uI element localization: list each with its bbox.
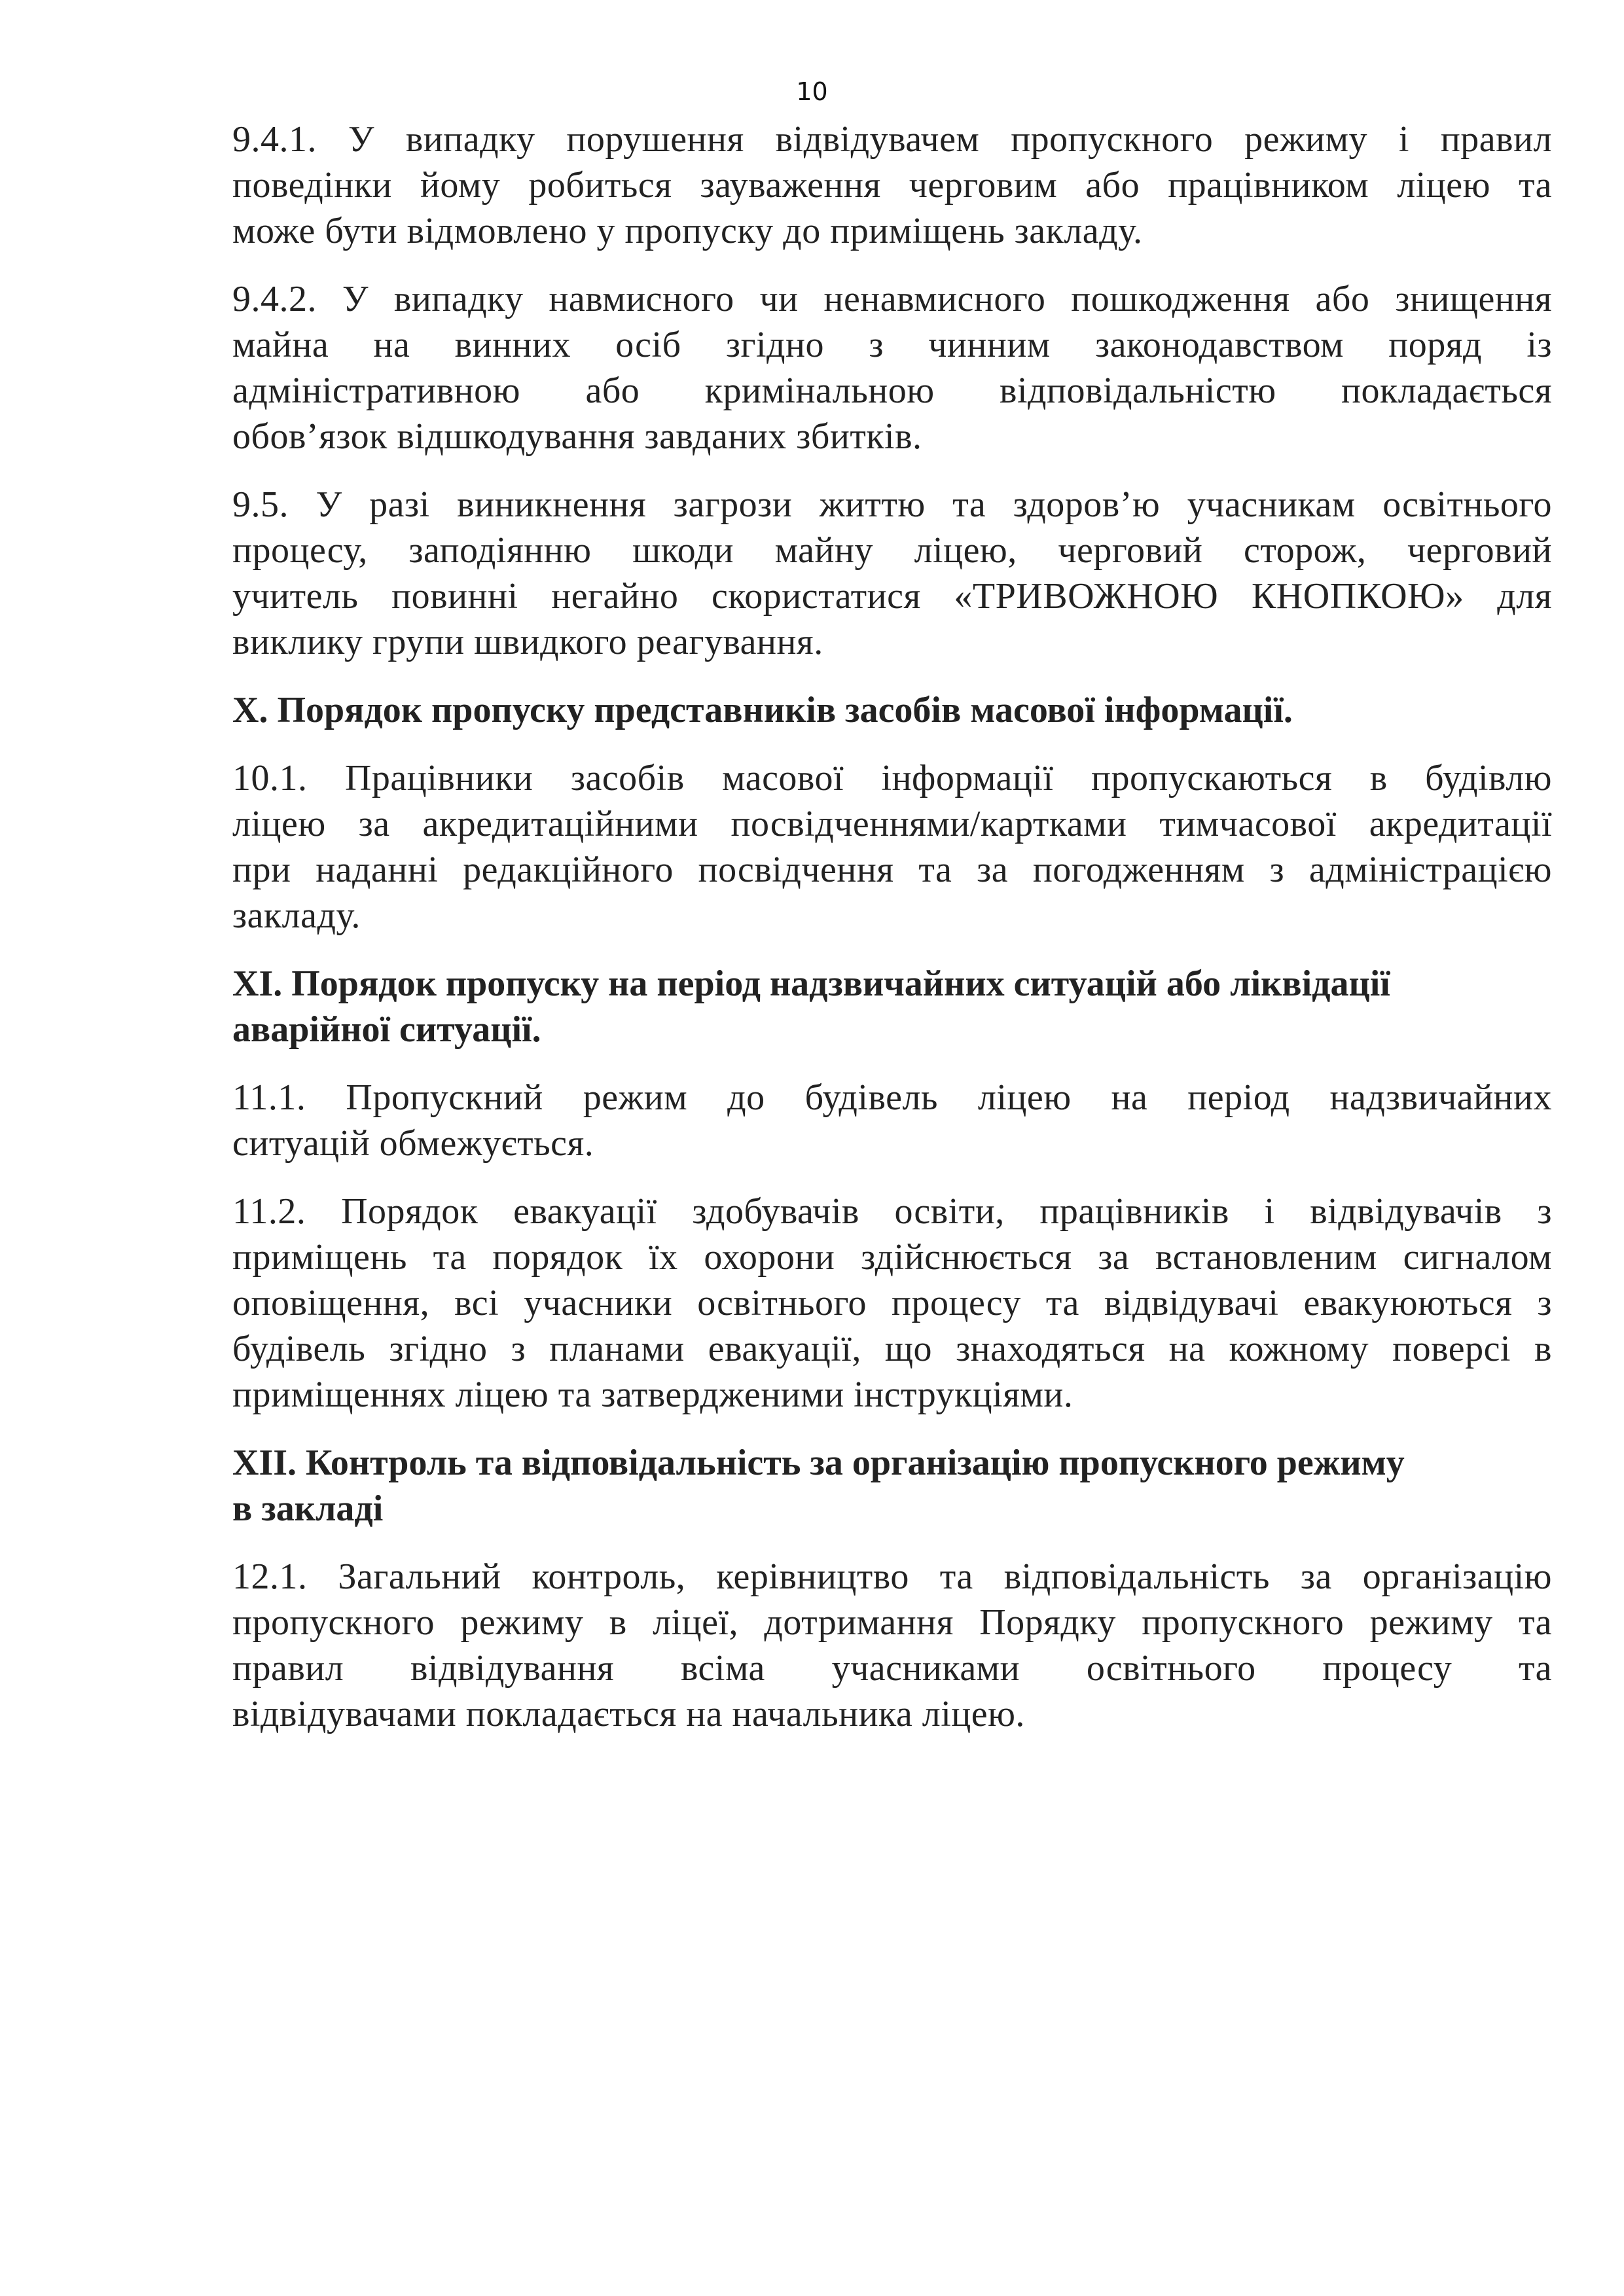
paragraph-11-1 [232, 1075, 1552, 1166]
text-line: при наданні редакційного посвідчення та за погодженням з адміністрацією [232, 850, 1552, 890]
text-line: обов’язок відшкодування завданих збитків. [232, 416, 922, 457]
text-line: відвідувачами покладається на начальника ліцею. [232, 1694, 1025, 1734]
text-line: 10.1. Працівники засобів масової інформації пропускаються в будівлю [232, 758, 1552, 798]
text-line: може бути відмовлено у пропуску до приміщень закладу. [232, 211, 1143, 251]
heading-line: XII. Контроль та відповідальність за організацію пропускного режиму [232, 1443, 1405, 1483]
section-heading-xi [232, 961, 1552, 1052]
text-line: майна на винних осіб згідно з чинним законодавством поряд із [232, 325, 1552, 365]
text-line: будівель згідно з планами евакуації, що знаходяться на кожному поверсі в [232, 1329, 1552, 1369]
text-line: правил відвідування всіма учасниками освітнього процесу та [232, 1648, 1552, 1689]
paragraph-11-2 [232, 1189, 1552, 1418]
heading-line: X. Порядок пропуску представників засобів масової інформації. [232, 690, 1293, 730]
text-line: 9.4.2. У випадку навмисного чи ненавмисного пошкодження або знищення [232, 279, 1552, 319]
text-line: ліцею за акредитаційними посвідченнями/картками тимчасової акредитації [232, 804, 1552, 844]
text-line: оповіщення, всі учасники освітнього процесу та відвідувачі евакуюються з [232, 1283, 1552, 1323]
text-line: 11.1. Пропускний режим до будівель ліцею на період надзвичайних [232, 1077, 1552, 1118]
text-line: виклику групи швидкого реагування. [232, 622, 823, 662]
text-line: закладу. [232, 895, 361, 936]
heading-line: аварійної ситуації. [232, 1009, 541, 1050]
text-line: учитель повинні негайно скористатися «ТРИВОЖНОЮ КНОПКОЮ» для [232, 576, 1552, 617]
text-line: поведінки йому робиться зауваження черговим або працівником ліцею та [232, 165, 1552, 206]
paragraph-9-4-2 [232, 276, 1552, 459]
text-line: ситуацій обмежується. [232, 1123, 594, 1164]
text-line: приміщень та порядок їх охорони здійснюється за встановленим сигналом [232, 1237, 1552, 1278]
text-line: 12.1. Загальний контроль, керівництво та відповідальність за організацію [232, 1556, 1552, 1597]
text-line: приміщеннях ліцею та затвердженими інструкціями. [232, 1374, 1074, 1415]
paragraph-9-4-1 [232, 117, 1552, 254]
heading-line: XI. Порядок пропуску на період надзвичайних ситуацій або ліквідації [232, 963, 1390, 1004]
section-heading-x [232, 687, 1552, 733]
text-line: 9.5. У разі виникнення загрози життю та здоров’ю учасникам освітнього [232, 484, 1552, 525]
text-line: 11.2. Порядок евакуації здобувачів освіти, працівників і відвідувачів з [232, 1191, 1552, 1232]
paragraph-9-5 [232, 482, 1552, 665]
heading-line: в закладі [232, 1488, 384, 1529]
page-number: 10 [796, 77, 828, 106]
document-body [232, 117, 1552, 1759]
text-line: процесу, заподіянню шкоди майну ліцею, черговий сторож, черговий [232, 530, 1552, 571]
text-line: 9.4.1. У випадку порушення відвідувачем пропускного режиму і правил [232, 119, 1552, 160]
paragraph-12-1 [232, 1554, 1552, 1737]
section-heading-xii [232, 1440, 1552, 1532]
text-line: пропускного режиму в ліцеї, дотримання Порядку пропускного режиму та [232, 1602, 1552, 1643]
text-line: адміністративною або кримінальною відповідальністю покладається [232, 370, 1552, 411]
paragraph-10-1 [232, 755, 1552, 939]
